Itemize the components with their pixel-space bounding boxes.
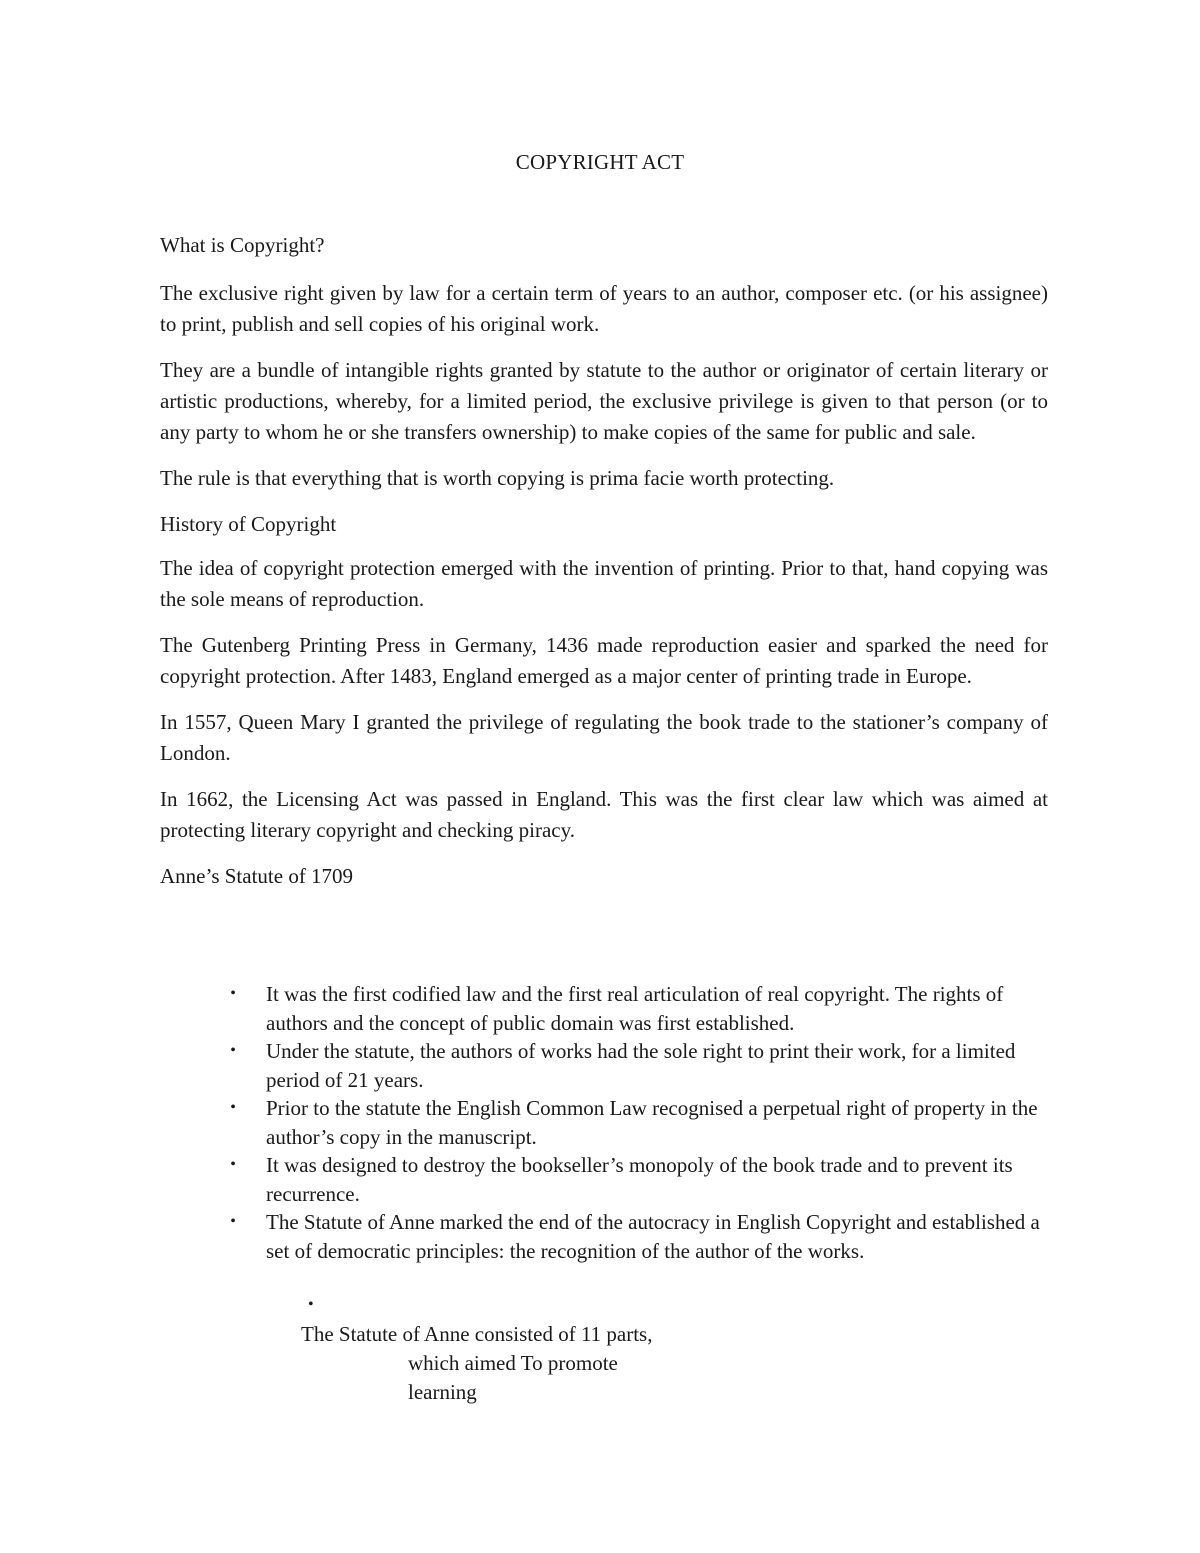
- anne-statute-heading: Anne’s Statute of 1709: [160, 864, 354, 888]
- printing-invention-paragraph: The idea of copyright protection emerged with the invention of printing. Prior to that, hand copying was the sole means of reproduction.: [160, 556, 1048, 611]
- bullet-icon: •: [230, 1042, 236, 1059]
- queen-mary-paragraph: In 1557, Queen Mary I granted the privilege of regulating the book trade to the stationer’s company of London.: [160, 710, 1048, 765]
- learning-line: learning: [408, 1380, 477, 1404]
- list-item: [226, 1094, 1046, 1151]
- aimed-line: which aimed To promote: [408, 1351, 618, 1375]
- list-item-text: Under the statute, the authors of works had the sole right to print their work, for a limited period of 21 years.: [266, 1039, 1016, 1092]
- bundle-of-rights-paragraph: They are a bundle of intangible rights granted by statute to the author or originator of certain literary or artistic productions, whereby, for a limited period, the exclusive privilege is given to that person (or to any party to whom he or she transfers ownership) to make copies of the same for public and sale.: [160, 358, 1048, 444]
- list-item-text: The Statute of Anne marked the end of the autocracy in English Copyright and established a set of democratic principles: the recognition of the author of the works.: [266, 1210, 1040, 1263]
- rule-paragraph: The rule is that everything that is worth copying is prima facie worth protecting.: [160, 466, 835, 490]
- document-body: [160, 230, 1048, 905]
- list-item-text: Prior to the statute the English Common Law recognised a perpetual right of property in the author’s copy in the manuscript.: [266, 1096, 1038, 1149]
- licensing-act-paragraph: In 1662, the Licensing Act was passed in England. This was the first clear law which was aimed at protecting literary copyright and checking piracy.: [160, 787, 1048, 842]
- gutenberg-paragraph: The Gutenberg Printing Press in Germany, 1436 made reproduction easier and sparked the need for copyright protection. After 1483, England emerged as a major center of printing trade in Europe.: [160, 633, 1048, 688]
- list-item: [226, 1208, 1046, 1265]
- what-is-copyright-heading: What is Copyright?: [160, 233, 325, 257]
- document-title: COPYRIGHT ACT: [515, 150, 685, 174]
- bullet-icon: •: [230, 985, 236, 1002]
- list-item: [226, 980, 1046, 1037]
- bullet-icon: •: [230, 1156, 236, 1173]
- bullet-icon: •: [230, 1213, 236, 1230]
- anne-parts-line: The Statute of Anne consisted of 11 parts,: [301, 1322, 653, 1346]
- history-heading: History of Copyright: [160, 512, 337, 536]
- list-item-text: It was the first codified law and the first real articulation of real copyright. The rights of authors and the concept of public domain was first established.: [266, 982, 1004, 1035]
- list-item-text: It was designed to destroy the bookseller’s monopoly of the book trade and to prevent its recurrence.: [266, 1153, 1013, 1206]
- definition-paragraph: The exclusive right given by law for a certain term of years to an author, composer etc. (or his assignee) to print, publish and sell copies of his original work.: [160, 281, 1048, 336]
- list-item: [226, 1037, 1046, 1094]
- bullet-icon: •: [308, 1296, 314, 1313]
- list-item: [226, 1151, 1046, 1208]
- bullet-icon: •: [230, 1099, 236, 1116]
- anne-statute-bullet-list: [226, 980, 1046, 1265]
